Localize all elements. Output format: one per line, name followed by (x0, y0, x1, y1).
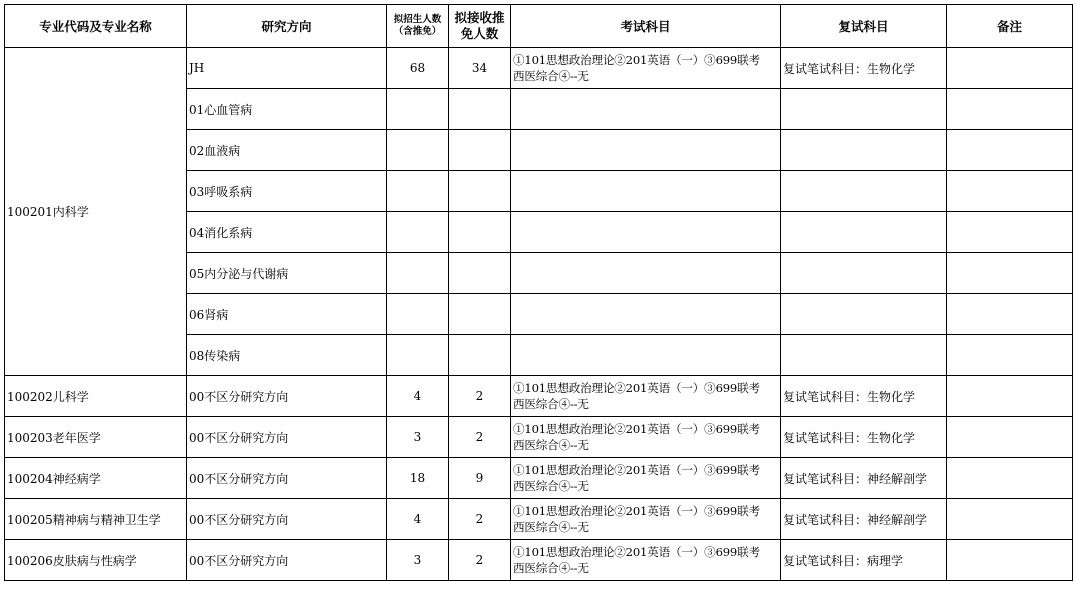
retest-cell (781, 335, 947, 376)
tuimian-count-cell (449, 294, 511, 335)
admissions-table (4, 4, 1073, 581)
major-cell: 100201内科学 (5, 48, 187, 376)
exam-cell (511, 89, 781, 130)
tuimian-count-cell: 2 (449, 499, 511, 540)
table-row (5, 376, 1073, 417)
direction-cell: 00不区分研究方向 (187, 540, 387, 581)
tuimian-count-cell (449, 253, 511, 294)
note-cell (947, 294, 1073, 335)
plan-count-cell (387, 130, 449, 171)
exam-cell (511, 130, 781, 171)
retest-cell (781, 253, 947, 294)
table-row (5, 540, 1073, 581)
exam-line2: 西医综合④--无 (513, 520, 589, 534)
exam-line2: 西医综合④--无 (513, 561, 589, 575)
plan-count-cell: 3 (387, 540, 449, 581)
table-row (5, 499, 1073, 540)
direction-cell: 03呼吸系病 (187, 171, 387, 212)
exam-cell (511, 171, 781, 212)
tuimian-count-cell (449, 89, 511, 130)
direction-cell: 02血液病 (187, 130, 387, 171)
note-cell (947, 417, 1073, 458)
direction-cell: 06肾病 (187, 294, 387, 335)
tuimian-count-cell (449, 335, 511, 376)
direction-cell: 00不区分研究方向 (187, 417, 387, 458)
exam-cell (511, 48, 781, 89)
exam-line1: ①101思想政治理论②201英语（一）③699联考 (513, 53, 760, 67)
retest-cell (781, 130, 947, 171)
retest-cell (781, 89, 947, 130)
note-cell (947, 335, 1073, 376)
retest-cell (781, 171, 947, 212)
exam-cell (511, 212, 781, 253)
plan-count-cell: 3 (387, 417, 449, 458)
header-plan-line2: （含推免） (393, 26, 442, 37)
table-body (5, 48, 1073, 581)
header-direction: 研究方向 (187, 5, 387, 48)
plan-count-cell (387, 171, 449, 212)
exam-cell (511, 417, 781, 458)
table-header (5, 5, 1073, 48)
retest-cell: 复试笔试科目：神经解剖学 (781, 458, 947, 499)
direction-cell: 05内分泌与代谢病 (187, 253, 387, 294)
header-exam: 考试科目 (511, 5, 781, 48)
note-cell (947, 171, 1073, 212)
plan-count-cell (387, 212, 449, 253)
exam-line1: ①101思想政治理论②201英语（一）③699联考 (513, 422, 760, 436)
header-tuimian (449, 5, 511, 48)
note-cell (947, 376, 1073, 417)
exam-cell (511, 458, 781, 499)
header-tuimian-line2: 免人数 (460, 26, 499, 41)
retest-cell (781, 294, 947, 335)
direction-cell: 08传染病 (187, 335, 387, 376)
plan-count-cell: 4 (387, 376, 449, 417)
exam-line1: ①101思想政治理论②201英语（一）③699联考 (513, 545, 760, 559)
header-plan (387, 5, 449, 48)
note-cell (947, 499, 1073, 540)
tuimian-count-cell (449, 171, 511, 212)
tuimian-count-cell: 9 (449, 458, 511, 499)
note-cell (947, 130, 1073, 171)
exam-cell (511, 335, 781, 376)
note-cell (947, 48, 1073, 89)
note-cell (947, 89, 1073, 130)
exam-line2: 西医综合④--无 (513, 69, 589, 83)
table-row (5, 417, 1073, 458)
header-retest: 复试科目 (781, 5, 947, 48)
exam-line2: 西医综合④--无 (513, 438, 589, 452)
major-cell: 100202儿科学 (5, 376, 187, 417)
header-major: 专业代码及专业名称 (5, 5, 187, 48)
exam-line2: 西医综合④--无 (513, 397, 589, 411)
exam-line1: ①101思想政治理论②201英语（一）③699联考 (513, 381, 760, 395)
exam-line1: ①101思想政治理论②201英语（一）③699联考 (513, 463, 760, 477)
tuimian-count-cell (449, 130, 511, 171)
note-cell (947, 253, 1073, 294)
tuimian-count-cell: 2 (449, 417, 511, 458)
exam-line2: 西医综合④--无 (513, 479, 589, 493)
table-row (5, 458, 1073, 499)
direction-cell: 00不区分研究方向 (187, 376, 387, 417)
direction-cell: 04消化系病 (187, 212, 387, 253)
note-cell (947, 212, 1073, 253)
exam-cell (511, 540, 781, 581)
retest-cell (781, 212, 947, 253)
exam-cell (511, 499, 781, 540)
retest-cell: 复试笔试科目：生物化学 (781, 48, 947, 89)
plan-count-cell: 4 (387, 499, 449, 540)
exam-cell (511, 294, 781, 335)
plan-count-cell (387, 335, 449, 376)
admissions-table-container (4, 4, 1073, 581)
header-row (5, 5, 1073, 48)
plan-count-cell: 18 (387, 458, 449, 499)
exam-cell (511, 376, 781, 417)
exam-cell (511, 253, 781, 294)
direction-cell: 00不区分研究方向 (187, 458, 387, 499)
direction-cell: JH (187, 48, 387, 89)
plan-count-cell: 68 (387, 48, 449, 89)
header-tuimian-line1: 拟接收推 (454, 10, 505, 25)
major-cell: 100205精神病与精神卫生学 (5, 499, 187, 540)
plan-count-cell (387, 294, 449, 335)
retest-cell: 复试笔试科目：生物化学 (781, 376, 947, 417)
exam-line1: ①101思想政治理论②201英语（一）③699联考 (513, 504, 760, 518)
plan-count-cell (387, 253, 449, 294)
tuimian-count-cell (449, 212, 511, 253)
direction-cell: 00不区分研究方向 (187, 499, 387, 540)
retest-cell: 复试笔试科目：生物化学 (781, 417, 947, 458)
header-plan-line1: 拟招生人数 (393, 14, 442, 25)
major-cell: 100206皮肤病与性病学 (5, 540, 187, 581)
plan-count-cell (387, 89, 449, 130)
major-cell: 100204神经病学 (5, 458, 187, 499)
note-cell (947, 540, 1073, 581)
tuimian-count-cell: 34 (449, 48, 511, 89)
major-cell: 100203老年医学 (5, 417, 187, 458)
tuimian-count-cell: 2 (449, 376, 511, 417)
retest-cell: 复试笔试科目：神经解剖学 (781, 499, 947, 540)
retest-cell: 复试笔试科目：病理学 (781, 540, 947, 581)
direction-cell: 01心血管病 (187, 89, 387, 130)
table-row (5, 48, 1073, 89)
header-note: 备注 (947, 5, 1073, 48)
tuimian-count-cell: 2 (449, 540, 511, 581)
note-cell (947, 458, 1073, 499)
